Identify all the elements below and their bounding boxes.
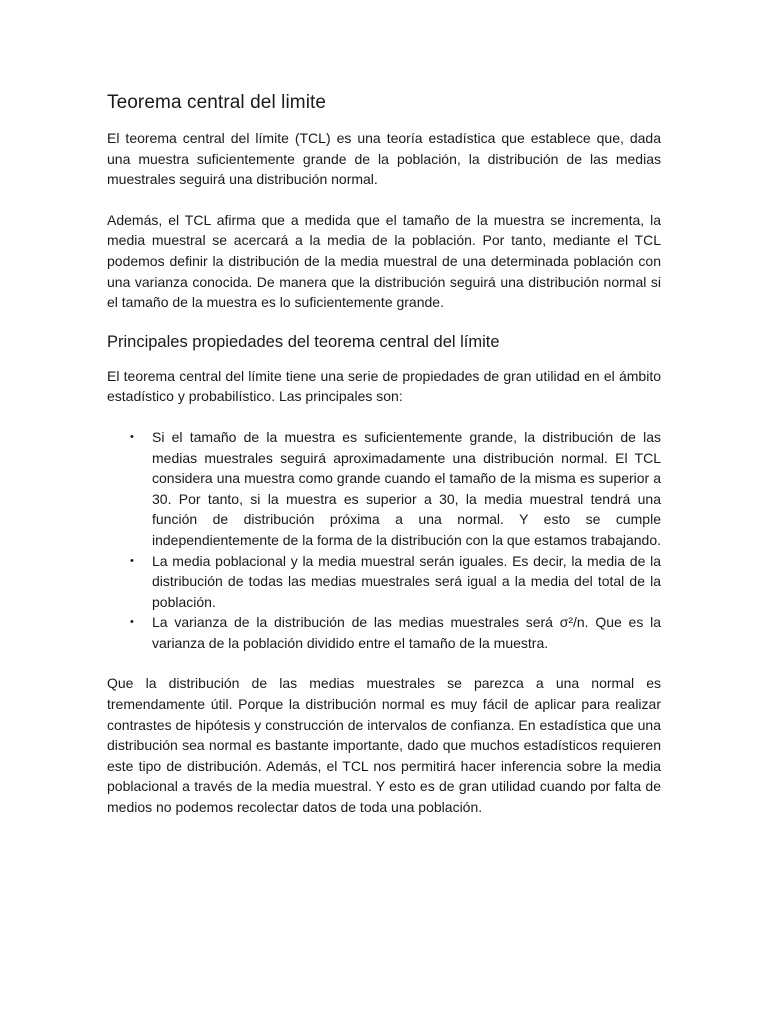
bullet-icon: • — [130, 554, 134, 567]
section-title: Principales propiedades del teorema central del límite — [107, 332, 500, 351]
list-item — [130, 427, 661, 551]
document-title: Teorema central del limite — [107, 92, 327, 113]
list-item-text: La varianza de la distribución de las medias muestrales será σ²/n. Que es la varianza de la población dividido entre el tamaño de la muestra. — [152, 614, 661, 651]
properties-list — [107, 427, 661, 654]
intro-paragraph-2: Además, el TCL afirma que a medida que el tamaño de la muestra se incrementa, la media muestral se acercará a la media de la población. Por tanto, mediante el TCL podemos definir la distribución de la media muestral de una determinada población con una varianza conocida. De manera que la distribución seguirá una distribución normal si el tamaño de la muestra es lo suficientemente grande. — [107, 211, 661, 311]
list-item — [130, 551, 661, 613]
bullet-icon: • — [130, 616, 134, 629]
intro-paragraph-1: El teorema central del límite (TCL) es una teoría estadística que establece que, dada una muestra suficientemente grande de la población, la distribución de las medias muestrales seguirá una distribución normal. — [107, 130, 661, 188]
section-intro-paragraph: El teorema central del límite tiene una serie de propiedades de gran utilidad en el ámbito estadístico y probabilístico. Las principales son: — [107, 367, 661, 405]
list-item-text: La media poblacional y la media muestral serán iguales. Es decir, la media de la distribución de todas las medias muestrales será igual a la media del total de la población. — [152, 552, 661, 610]
bullet-icon: • — [130, 430, 134, 443]
list-item-text: Si el tamaño de la muestra es suficientemente grande, la distribución de las medias muestrales seguirá aproximadamente una distribución normal. El TCL considera una muestra como grande cuando el tamaño de la misma es superior a 30. Por tanto, si la muestra es superior a 30, la media muestral tendrá una función de distribución próxima a una normal. Y esto se cumple independientemente de la forma de la distribución con la que estamos trabajando. — [152, 428, 661, 548]
closing-paragraph: Que la distribución de las medias muestrales se parezca a una normal es tremendamente útil. Porque la distribución normal es muy fácil de aplicar para realizar contrastes de hipótesis y construcción de intervalos de confianza. En estadística que una distribución sea normal es bastante importante, dado que muchos estadísticos requieren este tipo de distribución. Además, el TCL nos permitirá hacer inferencia sobre la media poblacional a través de la media muestral. Y esto es de gran utilidad cuando por falta de medios no podemos recolectar datos de toda una población. — [107, 675, 661, 816]
list-item — [130, 612, 661, 653]
